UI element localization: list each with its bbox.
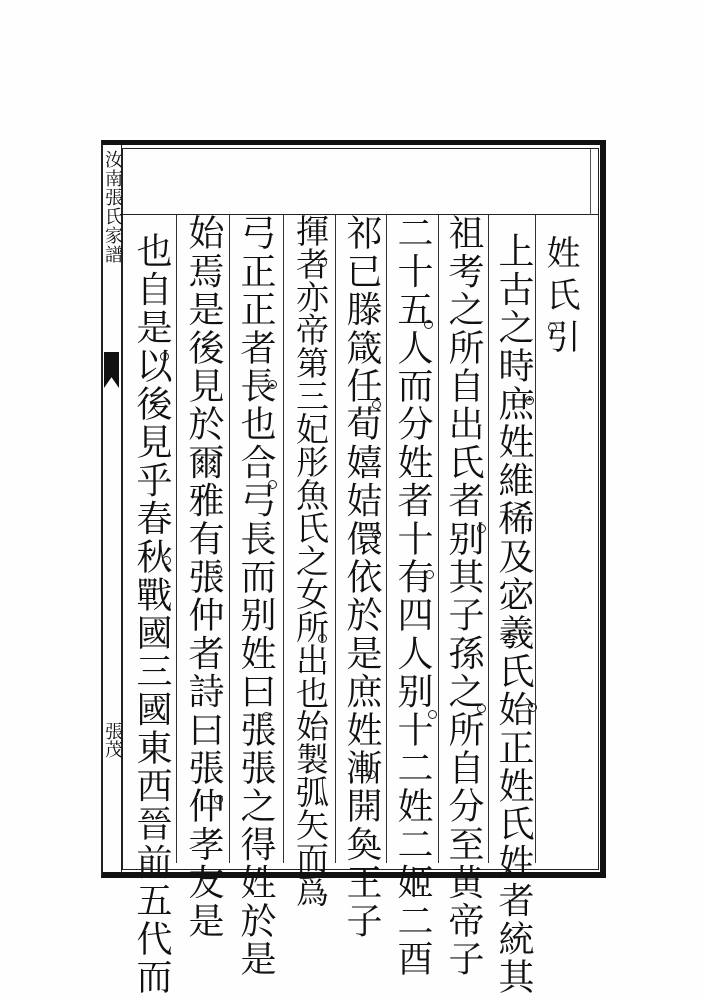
punctuation-mark (425, 570, 434, 579)
text-column-1: 上古之時庶姓維稀及宓羲氏始正姓氏姓者統其 (493, 232, 534, 996)
punctuation-mark (477, 704, 486, 713)
punctuation-mark (528, 703, 537, 712)
punctuation-mark (372, 530, 381, 539)
punctuation-mark (318, 258, 327, 267)
text-column-4: 祁已滕箴任荀嬉姞儇依於是庶姓漸開奐王子 (341, 214, 382, 940)
column-rule (283, 215, 284, 863)
punctuation-mark (214, 795, 223, 804)
punctuation-mark (268, 480, 277, 489)
column-rule (176, 215, 177, 863)
text-column-7: 始焉是後見於爾雅有張仲者詩曰張仲孝友是 (183, 214, 224, 940)
punctuation-mark (548, 323, 557, 332)
punctuation-mark (262, 712, 271, 721)
punctuation-mark (160, 352, 169, 361)
punctuation-mark (424, 320, 433, 329)
text-column-3: 二十五人而分姓者十有四人别十二姓二姬二酉 (392, 214, 433, 978)
punctuation-mark (268, 380, 277, 389)
text-column-6: 弓正正者長也合弓長而别姓曰張張之得姓於是 (235, 214, 276, 978)
punctuation-mark (428, 710, 437, 719)
punctuation-mark (213, 565, 222, 574)
header-band (123, 149, 598, 215)
gutter-volume-label: 張茂 (102, 722, 123, 758)
text-column-5: 揮者亦帝第三妃彤魚氏之女所出也始製弧矢而爲 (291, 214, 330, 907)
punctuation-mark (477, 524, 486, 533)
header-band-edge (590, 149, 599, 215)
column-rule (335, 215, 336, 863)
section-title: 姓氏引 (540, 235, 580, 361)
text-column-2: 祖考之所自出氏者别其子孫之所自分至黄帝子 (443, 214, 484, 978)
punctuation-mark (367, 770, 376, 779)
text-column-8: 也自是以後見乎春秋戰國三國東西晉前五代而 (131, 232, 172, 996)
column-rule (229, 215, 230, 863)
punctuation-mark (318, 634, 327, 643)
column-rule (386, 215, 387, 863)
gutter-title: 汝南張氏家譜 (102, 150, 123, 264)
punctuation-mark (525, 396, 534, 405)
punctuation-mark (372, 400, 381, 409)
punctuation-mark (162, 556, 171, 565)
